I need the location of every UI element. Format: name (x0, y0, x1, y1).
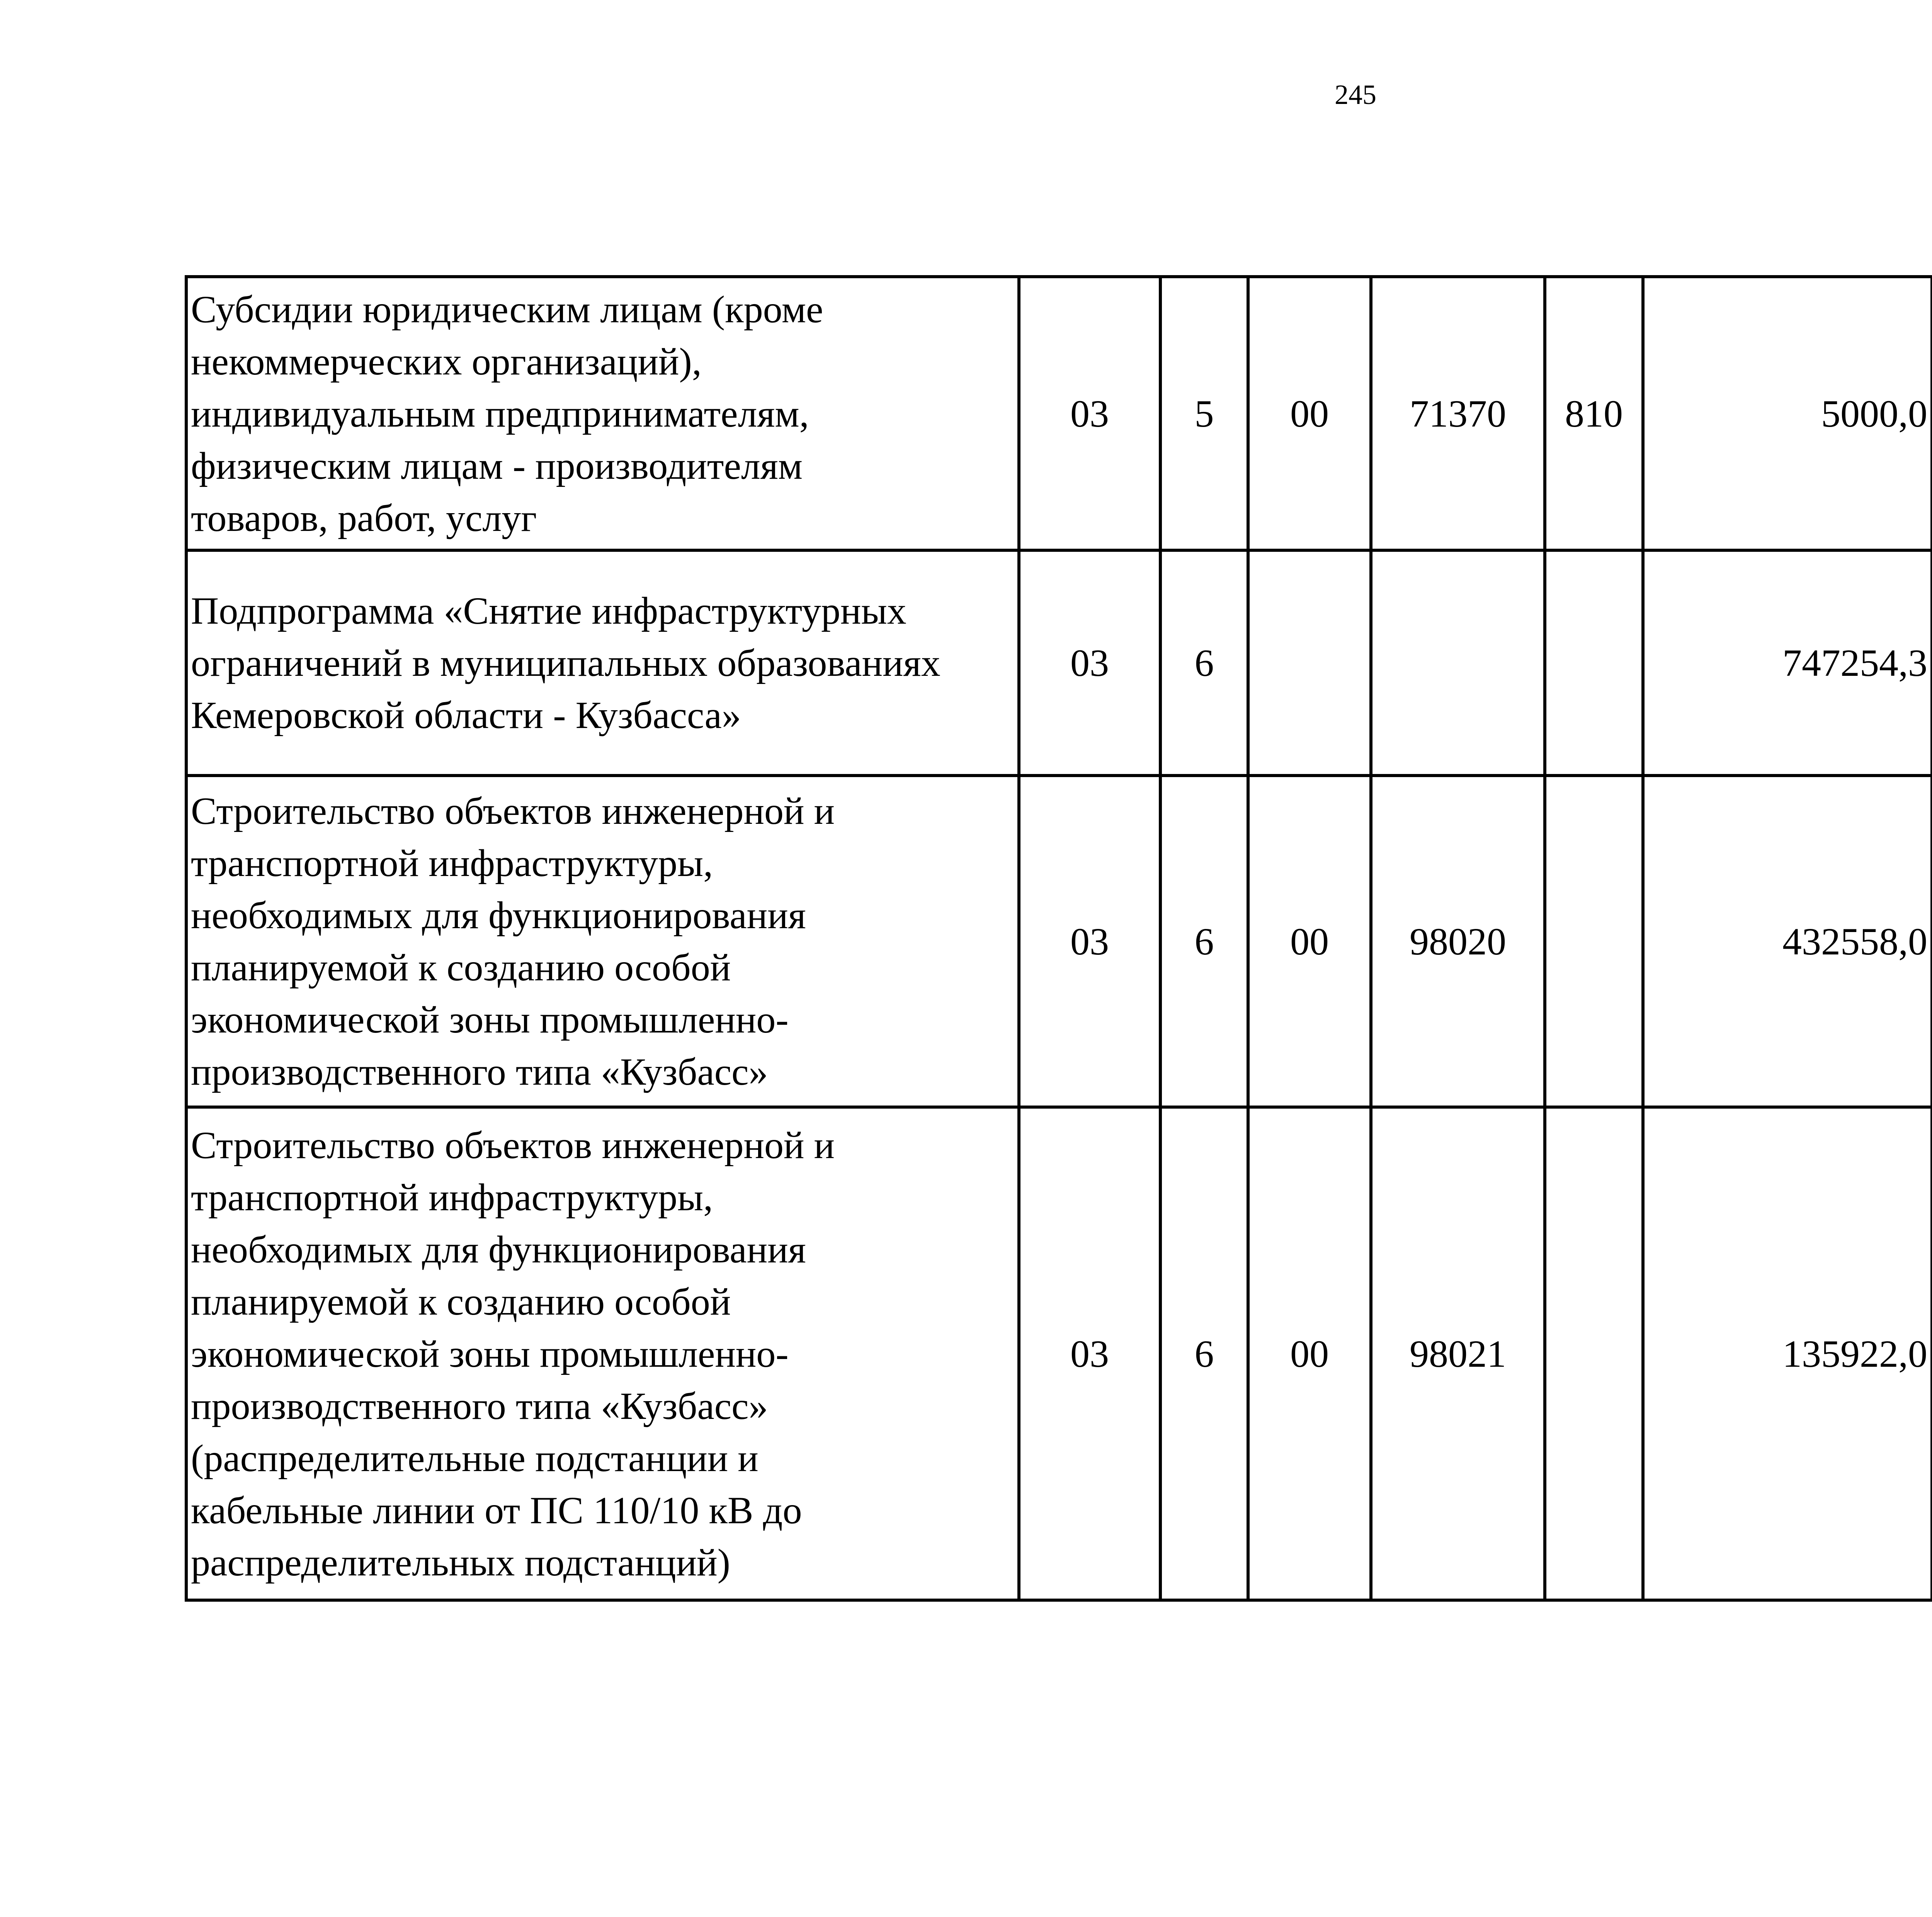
row-description: Субсидии юридическим лицам (кроме некоммерческих организаций), индивидуальным предпринимателям, физическим лицам - производителям товаров, работ, услуг (186, 277, 1019, 550)
direction-code: 98021 (1371, 1107, 1545, 1600)
table-row (186, 550, 1932, 776)
section-code: 03 (1019, 1107, 1160, 1600)
amount-year-1: 5000,0 (1643, 277, 1932, 550)
expense-type-code (1545, 1107, 1643, 1600)
direction-code: 98020 (1371, 776, 1545, 1107)
program-code: 5 (1160, 277, 1248, 550)
subprogram-code: 00 (1248, 277, 1371, 550)
amount-year-1: 747254,3 (1643, 550, 1932, 776)
expense-type-code: 810 (1545, 277, 1643, 550)
row-description: Строительство объектов инженерной и транспортной инфраструктуры, необходимых для функционирования планируемой к созданию особой экономической зоны промышленно- производственного типа «Кузбасс» (распределительные подстанции и кабельные линии от ПС 110/10 кВ до распределительных подстанций) (186, 1107, 1019, 1600)
subprogram-code (1248, 550, 1371, 776)
section-code: 03 (1019, 550, 1160, 776)
section-code: 03 (1019, 776, 1160, 1107)
amount-year-1: 135922,0 (1643, 1107, 1932, 1600)
expense-type-code (1545, 776, 1643, 1107)
program-code: 6 (1160, 550, 1248, 776)
table-row (186, 1107, 1932, 1600)
budget-table (185, 275, 1932, 1602)
direction-code (1371, 550, 1545, 776)
subprogram-code: 00 (1248, 1107, 1371, 1600)
row-description: Строительство объектов инженерной и транспортной инфраструктуры, необходимых для функционирования планируемой к созданию особой экономической зоны промышленно- производственного типа «Кузбасс» (186, 776, 1019, 1107)
program-code: 6 (1160, 776, 1248, 1107)
row-description: Подпрограмма «Снятие инфраструктурных ограничений в муниципальных образованиях Кемеровской области - Кузбасса» (186, 550, 1019, 776)
table-row (186, 277, 1932, 550)
direction-code: 71370 (1371, 277, 1545, 550)
section-code: 03 (1019, 277, 1160, 550)
page-number: 245 (1335, 79, 1376, 110)
program-code: 6 (1160, 1107, 1248, 1600)
amount-year-1: 432558,0 (1643, 776, 1932, 1107)
subprogram-code: 00 (1248, 776, 1371, 1107)
expense-type-code (1545, 550, 1643, 776)
table-row (186, 776, 1932, 1107)
